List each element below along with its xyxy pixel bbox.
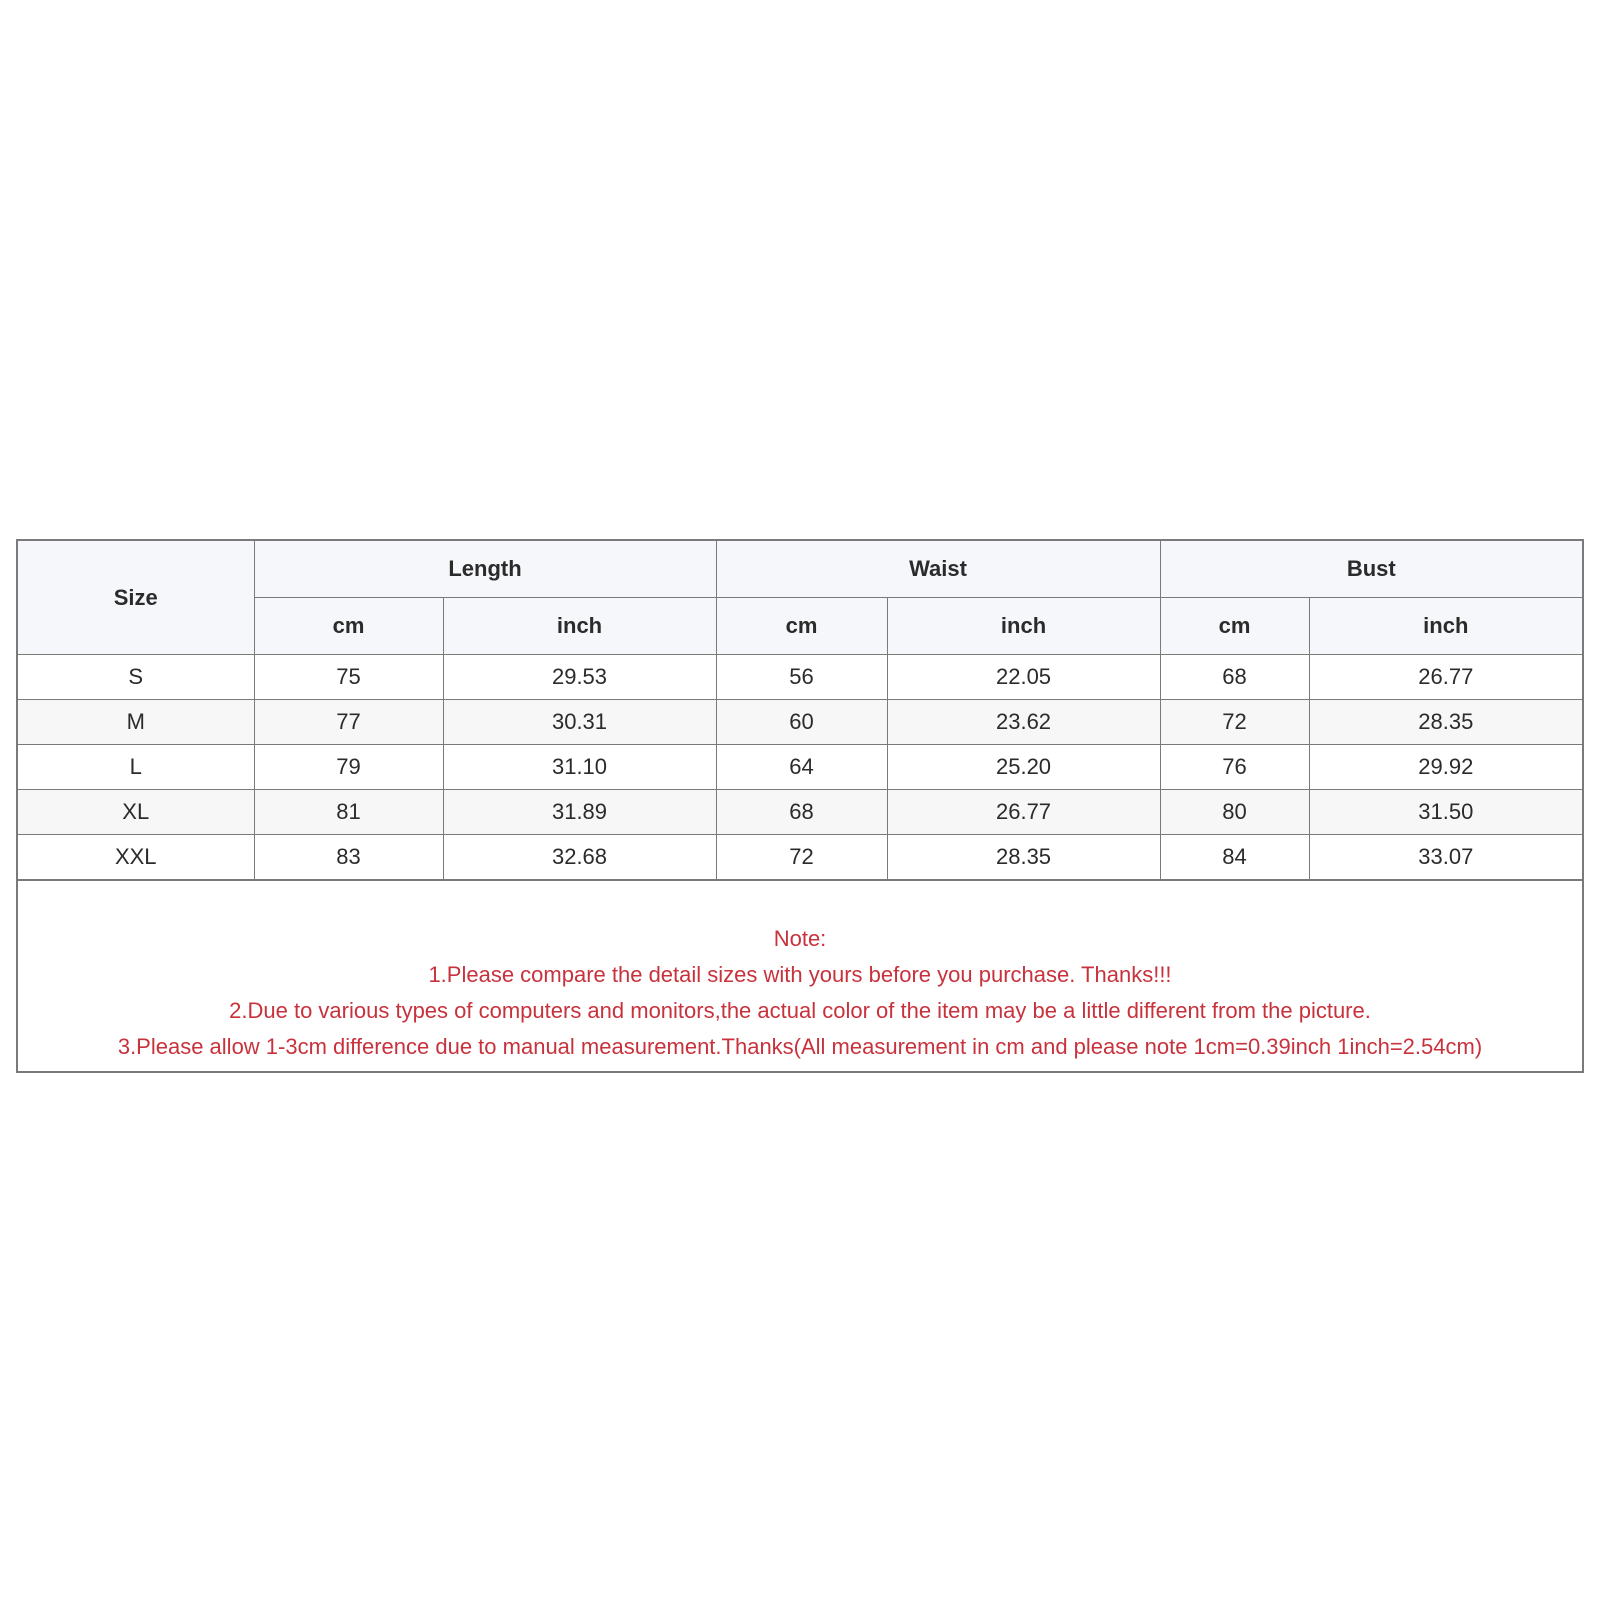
value-cell: 26.77 xyxy=(887,790,1160,835)
value-cell: 26.77 xyxy=(1309,655,1582,700)
table-row xyxy=(18,790,1582,835)
unit-header: cm xyxy=(1160,598,1309,655)
value-cell: 33.07 xyxy=(1309,835,1582,880)
value-cell: 81 xyxy=(254,790,443,835)
value-cell: 29.53 xyxy=(443,655,716,700)
size-cell: M xyxy=(18,700,254,745)
group-header-bust: Bust xyxy=(1160,541,1582,598)
table-row xyxy=(18,745,1582,790)
unit-header: inch xyxy=(1309,598,1582,655)
value-cell: 23.62 xyxy=(887,700,1160,745)
value-cell: 25.20 xyxy=(887,745,1160,790)
size-chart xyxy=(16,539,1584,1073)
header-row-groups xyxy=(18,541,1582,598)
value-cell: 83 xyxy=(254,835,443,880)
value-cell: 22.05 xyxy=(887,655,1160,700)
value-cell: 68 xyxy=(1160,655,1309,700)
value-cell: 28.35 xyxy=(1309,700,1582,745)
size-cell: S xyxy=(18,655,254,700)
size-cell: L xyxy=(18,745,254,790)
value-cell: 77 xyxy=(254,700,443,745)
value-cell: 31.10 xyxy=(443,745,716,790)
note-line: 3.Please allow 1-3cm difference due to manual measurement.Thanks(All measurement in cm and please note 1cm=0.39inch 1inch=2.54cm) xyxy=(117,1034,1483,1059)
unit-header: inch xyxy=(443,598,716,655)
value-cell: 28.35 xyxy=(887,835,1160,880)
value-cell: 30.31 xyxy=(443,700,716,745)
note-title: Note: xyxy=(773,926,827,951)
value-cell: 64 xyxy=(716,745,887,790)
value-cell: 29.92 xyxy=(1309,745,1582,790)
value-cell: 72 xyxy=(1160,700,1309,745)
value-cell: 31.50 xyxy=(1309,790,1582,835)
value-cell: 79 xyxy=(254,745,443,790)
unit-header: cm xyxy=(254,598,443,655)
value-cell: 76 xyxy=(1160,745,1309,790)
value-cell: 72 xyxy=(716,835,887,880)
unit-header: inch xyxy=(887,598,1160,655)
value-cell: 31.89 xyxy=(443,790,716,835)
table-row xyxy=(18,655,1582,700)
value-cell: 68 xyxy=(716,790,887,835)
size-table xyxy=(18,541,1582,880)
group-header-length: Length xyxy=(254,541,716,598)
size-header: Size xyxy=(18,541,254,655)
notes-section xyxy=(18,880,1582,1071)
value-cell: 84 xyxy=(1160,835,1309,880)
table-row xyxy=(18,835,1582,880)
value-cell: 32.68 xyxy=(443,835,716,880)
group-header-waist: Waist xyxy=(716,541,1160,598)
note-line: 2.Due to various types of computers and monitors,the actual color of the item may be a little different from the picture. xyxy=(229,998,1371,1023)
table-row xyxy=(18,700,1582,745)
value-cell: 80 xyxy=(1160,790,1309,835)
size-cell: XL xyxy=(18,790,254,835)
note-line: 1.Please compare the detail sizes with yours before you purchase. Thanks!!! xyxy=(428,962,1172,987)
unit-header: cm xyxy=(716,598,887,655)
value-cell: 56 xyxy=(716,655,887,700)
value-cell: 60 xyxy=(716,700,887,745)
size-cell: XXL xyxy=(18,835,254,880)
value-cell: 75 xyxy=(254,655,443,700)
